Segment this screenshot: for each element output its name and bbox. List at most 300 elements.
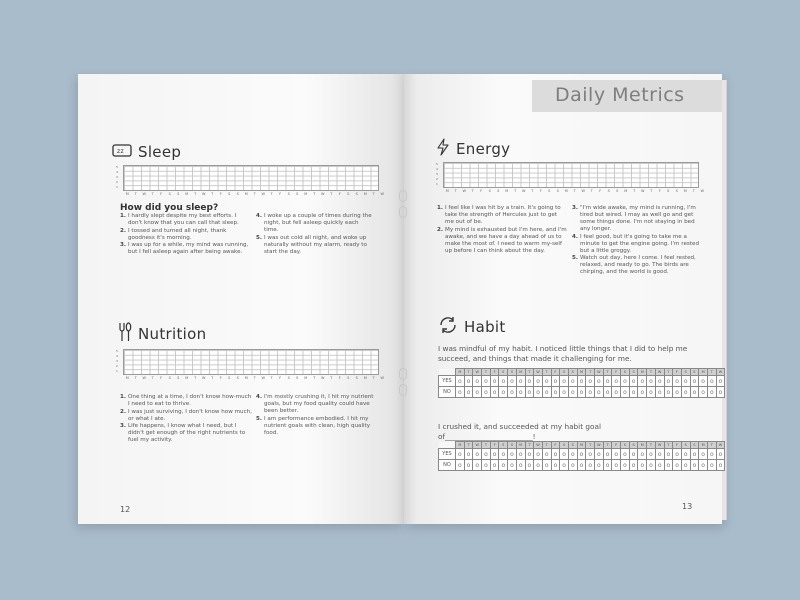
refresh-cycle-icon: [438, 316, 458, 338]
day-label: W: [462, 189, 466, 193]
habit-title: Habit: [464, 318, 506, 336]
yes-checkbox[interactable]: o: [560, 449, 569, 460]
sleep-title: Sleep: [138, 143, 182, 161]
no-checkbox[interactable]: o: [681, 460, 690, 471]
day-header: W: [534, 442, 543, 449]
yes-checkbox[interactable]: o: [542, 449, 551, 460]
day-header: T: [707, 369, 716, 376]
yes-checkbox[interactable]: o: [516, 449, 525, 460]
yes-checkbox[interactable]: o: [490, 449, 499, 460]
day-label: T: [313, 376, 316, 380]
day-header: W: [473, 369, 482, 376]
no-checkbox[interactable]: o: [595, 387, 604, 398]
day-label: M: [505, 189, 509, 193]
no-checkbox[interactable]: o: [673, 387, 682, 398]
no-checkbox[interactable]: o: [534, 460, 543, 471]
day-label: F: [338, 192, 341, 196]
no-checkbox[interactable]: o: [560, 387, 569, 398]
day-label: W: [380, 376, 384, 380]
day-label: S: [347, 376, 350, 380]
sleep-list-b: [256, 213, 374, 256]
habit-tracker-crushed[interactable]: [438, 441, 725, 471]
yes-checkbox[interactable]: o: [629, 376, 638, 387]
day-header: W: [534, 369, 543, 376]
day-label: T: [514, 189, 517, 193]
day-label: W: [142, 376, 146, 380]
day-header: T: [525, 442, 534, 449]
list-item: 4. I woke up a couple of times during the night, but fell asleep quickly each time.: [256, 213, 372, 233]
day-label: F: [539, 189, 542, 193]
no-checkbox[interactable]: o: [542, 387, 551, 398]
day-header: S: [568, 369, 577, 376]
no-checkbox[interactable]: o: [482, 387, 491, 398]
y-tick: 4: [116, 170, 118, 174]
no-checkbox[interactable]: o: [490, 460, 499, 471]
day-header: W: [473, 442, 482, 449]
no-checkbox[interactable]: o: [707, 387, 716, 398]
yes-checkbox[interactable]: o: [621, 449, 630, 460]
sleep-question: How did you sleep?: [120, 203, 219, 213]
yes-checkbox[interactable]: o: [473, 449, 482, 460]
yes-checkbox[interactable]: o: [482, 376, 491, 387]
yes-checkbox[interactable]: o: [534, 376, 543, 387]
list-item: 5. Watch out day, here I come. I feel rested, relaxed, and ready to go. The birds are chirping, and the world is good.: [572, 255, 696, 275]
day-label: S: [667, 189, 670, 193]
day-header: T: [542, 442, 551, 449]
no-checkbox[interactable]: o: [542, 460, 551, 471]
day-label: T: [151, 192, 154, 196]
yes-checkbox[interactable]: o: [716, 449, 725, 460]
y-tick: 4: [116, 354, 118, 358]
yes-checkbox[interactable]: o: [595, 449, 604, 460]
day-label: F: [279, 376, 282, 380]
day-label: S: [287, 376, 290, 380]
yes-checkbox[interactable]: o: [673, 449, 682, 460]
no-checkbox[interactable]: o: [568, 387, 577, 398]
day-label: T: [372, 376, 375, 380]
day-label: M: [683, 189, 687, 193]
no-checkbox[interactable]: o: [595, 460, 604, 471]
yes-checkbox[interactable]: o: [647, 376, 656, 387]
no-checkbox[interactable]: o: [603, 387, 612, 398]
no-checkbox[interactable]: o: [664, 387, 673, 398]
day-header: T: [664, 442, 673, 449]
no-checkbox[interactable]: o: [560, 460, 569, 471]
day-header: W: [655, 369, 664, 376]
day-label: T: [330, 376, 333, 380]
yes-checkbox[interactable]: o: [681, 449, 690, 460]
no-checkbox[interactable]: o: [464, 387, 473, 398]
day-header: T: [664, 369, 673, 376]
day-label: T: [253, 192, 256, 196]
yes-checkbox[interactable]: o: [499, 376, 508, 387]
yes-checkbox[interactable]: o: [603, 376, 612, 387]
nutrition-day-labels: [123, 376, 387, 380]
no-checkbox[interactable]: o: [516, 387, 525, 398]
yes-checkbox[interactable]: o: [638, 449, 647, 460]
day-label: F: [160, 376, 163, 380]
yes-checkbox[interactable]: o: [516, 376, 525, 387]
no-checkbox[interactable]: o: [525, 460, 534, 471]
day-header: M: [456, 442, 465, 449]
day-label: S: [497, 189, 500, 193]
energy-list-b: [572, 205, 702, 277]
yes-checkbox[interactable]: o: [525, 376, 534, 387]
day-label: T: [134, 376, 137, 380]
yes-checkbox[interactable]: o: [595, 376, 604, 387]
day-label: M: [125, 376, 129, 380]
day-label: W: [700, 189, 704, 193]
no-checkbox[interactable]: o: [499, 460, 508, 471]
day-label: T: [573, 189, 576, 193]
yes-checkbox[interactable]: o: [612, 449, 621, 460]
day-label: T: [454, 189, 457, 193]
energy-y-axis: [436, 162, 441, 186]
day-label: M: [185, 192, 189, 196]
day-label: F: [219, 376, 222, 380]
binding-ring: [399, 384, 407, 396]
no-checkbox[interactable]: o: [551, 460, 560, 471]
day-label: T: [211, 192, 214, 196]
day-label: S: [177, 192, 180, 196]
energy-section-title: [436, 138, 510, 160]
day-label: M: [244, 376, 248, 380]
yes-checkbox[interactable]: o: [542, 376, 551, 387]
no-checkbox[interactable]: o: [586, 387, 595, 398]
yes-checkbox[interactable]: o: [508, 376, 517, 387]
day-label: F: [658, 189, 661, 193]
no-checkbox[interactable]: o: [577, 460, 586, 471]
yes-checkbox[interactable]: o: [707, 376, 716, 387]
yes-checkbox[interactable]: o: [603, 449, 612, 460]
yes-checkbox[interactable]: o: [586, 376, 595, 387]
no-checkbox[interactable]: o: [534, 387, 543, 398]
day-label: M: [363, 192, 367, 196]
day-label: T: [633, 189, 636, 193]
no-checkbox[interactable]: o: [647, 460, 656, 471]
habit-text-mindful: I was mindful of my habit. I noticed little things that I did to help me succeed, and things that made it challenging for me.: [438, 344, 688, 363]
day-label: S: [548, 189, 551, 193]
no-checkbox[interactable]: o: [551, 387, 560, 398]
yes-checkbox[interactable]: o: [508, 449, 517, 460]
day-header: F: [673, 442, 682, 449]
yes-checkbox[interactable]: o: [621, 376, 630, 387]
yes-checkbox[interactable]: o: [707, 449, 716, 460]
yes-checkbox[interactable]: o: [681, 376, 690, 387]
no-checkbox[interactable]: o: [473, 387, 482, 398]
nutrition-list-a: [120, 394, 252, 445]
yes-checkbox[interactable]: o: [568, 449, 577, 460]
day-label: S: [355, 192, 358, 196]
yes-checkbox[interactable]: o: [699, 376, 708, 387]
list-item: 4. I'm mostly crushing it, I hit my nutrient goals, but my food quality could have been better.: [256, 394, 374, 414]
energy-grid[interactable]: [443, 162, 699, 188]
yes-checkbox[interactable]: o: [586, 449, 595, 460]
day-label: S: [607, 189, 610, 193]
no-checkbox[interactable]: o: [707, 460, 716, 471]
svg-text:zz: zz: [117, 148, 124, 155]
yes-checkbox[interactable]: o: [664, 376, 673, 387]
list-item: 3. "I'm wide awake, my mind is running, I'm tired but wired. I may as well go and get some things done. I'm not staying in bed any longer.: [572, 205, 696, 232]
day-label: M: [624, 189, 628, 193]
yes-checkbox[interactable]: o: [655, 449, 664, 460]
day-header: T: [464, 442, 473, 449]
yes-checkbox[interactable]: o: [499, 449, 508, 460]
day-label: T: [471, 189, 474, 193]
no-checkbox[interactable]: o: [603, 460, 612, 471]
day-header: M: [577, 369, 586, 376]
day-header: F: [612, 369, 621, 376]
no-checkbox[interactable]: o: [586, 460, 595, 471]
no-checkbox[interactable]: o: [612, 460, 621, 471]
day-label: S: [296, 376, 299, 380]
day-header: T: [647, 442, 656, 449]
no-checkbox[interactable]: o: [473, 460, 482, 471]
no-checkbox[interactable]: o: [499, 387, 508, 398]
day-header: S: [629, 369, 638, 376]
no-checkbox[interactable]: o: [490, 387, 499, 398]
no-checkbox[interactable]: o: [690, 460, 699, 471]
table-corner: [439, 369, 456, 376]
yes-checkbox[interactable]: o: [568, 376, 577, 387]
y-tick: 2: [436, 177, 438, 181]
day-header: S: [499, 442, 508, 449]
day-label: M: [244, 192, 248, 196]
no-checkbox[interactable]: o: [716, 387, 725, 398]
energy-day-labels: [443, 189, 707, 193]
no-checkbox[interactable]: o: [716, 460, 725, 471]
day-label: M: [445, 189, 449, 193]
day-label: S: [236, 376, 239, 380]
day-header: S: [508, 442, 517, 449]
no-checkbox[interactable]: o: [456, 387, 465, 398]
day-label: M: [363, 376, 367, 380]
y-tick: 5: [436, 162, 438, 166]
lightning-icon: [436, 138, 450, 160]
day-header: W: [716, 442, 725, 449]
y-tick: 2: [116, 364, 118, 368]
day-header: S: [681, 442, 690, 449]
day-label: T: [211, 376, 214, 380]
day-label: S: [228, 192, 231, 196]
no-checkbox[interactable]: o: [621, 460, 630, 471]
day-header: S: [681, 369, 690, 376]
no-checkbox[interactable]: o: [699, 460, 708, 471]
nutrition-title: Nutrition: [138, 325, 207, 343]
day-label: T: [253, 376, 256, 380]
y-tick: 3: [436, 172, 438, 176]
habit-tracker-mindful[interactable]: [438, 368, 725, 398]
y-tick: 5: [116, 349, 118, 353]
day-label: W: [581, 189, 585, 193]
day-label: T: [270, 376, 273, 380]
sleep-icon: [112, 142, 132, 162]
no-checkbox[interactable]: o: [456, 460, 465, 471]
nutrition-list-b: [256, 394, 374, 437]
day-label: S: [347, 192, 350, 196]
sleep-list-a: [120, 213, 252, 257]
yes-checkbox[interactable]: o: [456, 449, 465, 460]
y-tick: 1: [116, 185, 118, 189]
yes-checkbox[interactable]: o: [716, 376, 725, 387]
day-label: W: [202, 192, 206, 196]
yes-checkbox[interactable]: o: [490, 376, 499, 387]
day-header: S: [499, 369, 508, 376]
yes-checkbox[interactable]: o: [551, 376, 560, 387]
yes-checkbox[interactable]: o: [482, 449, 491, 460]
day-header: M: [577, 442, 586, 449]
yes-checkbox[interactable]: o: [473, 376, 482, 387]
no-checkbox[interactable]: o: [464, 460, 473, 471]
day-header: M: [638, 369, 647, 376]
yes-checkbox[interactable]: o: [673, 376, 682, 387]
no-checkbox[interactable]: o: [638, 460, 647, 471]
yes-checkbox[interactable]: o: [690, 376, 699, 387]
no-checkbox[interactable]: o: [508, 387, 517, 398]
day-label: S: [488, 189, 491, 193]
yes-checkbox[interactable]: o: [560, 376, 569, 387]
day-label: M: [125, 192, 129, 196]
yes-checkbox[interactable]: o: [612, 376, 621, 387]
no-checkbox[interactable]: o: [508, 460, 517, 471]
y-tick: 3: [116, 359, 118, 363]
binding-ring: [399, 206, 407, 218]
nutrition-grid[interactable]: [123, 349, 379, 375]
day-label: S: [168, 376, 171, 380]
yes-checkbox[interactable]: o: [577, 376, 586, 387]
yes-checkbox[interactable]: o: [525, 449, 534, 460]
no-checkbox[interactable]: o: [655, 460, 664, 471]
y-tick: 5: [116, 165, 118, 169]
day-label: M: [185, 376, 189, 380]
no-checkbox[interactable]: o: [681, 387, 690, 398]
day-header: S: [560, 369, 569, 376]
day-label: W: [142, 192, 146, 196]
day-header: S: [621, 442, 630, 449]
day-header: T: [482, 442, 491, 449]
no-checkbox[interactable]: o: [647, 387, 656, 398]
day-label: W: [380, 192, 384, 196]
day-header: T: [647, 369, 656, 376]
nutrition-y-axis: [116, 349, 121, 373]
day-header: T: [586, 442, 595, 449]
no-checkbox[interactable]: o: [655, 387, 664, 398]
yes-checkbox[interactable]: o: [664, 449, 673, 460]
binding-ring: [399, 368, 407, 380]
page-number-left: 12: [120, 505, 131, 514]
yes-checkbox[interactable]: o: [464, 376, 473, 387]
day-header: S: [508, 369, 517, 376]
day-header: W: [595, 442, 604, 449]
day-header: T: [542, 369, 551, 376]
yes-checkbox[interactable]: o: [551, 449, 560, 460]
yes-checkbox[interactable]: o: [690, 449, 699, 460]
yes-row-label: YES: [439, 449, 456, 460]
energy-list-a: [437, 205, 567, 255]
day-header: F: [551, 442, 560, 449]
day-label: F: [480, 189, 483, 193]
yes-checkbox[interactable]: o: [699, 449, 708, 460]
day-header: M: [699, 442, 708, 449]
day-label: W: [321, 376, 325, 380]
y-tick: 2: [116, 180, 118, 184]
day-label: F: [599, 189, 602, 193]
day-header: S: [560, 442, 569, 449]
no-checkbox[interactable]: o: [673, 460, 682, 471]
day-label: S: [296, 192, 299, 196]
fork-spoon-icon: [118, 322, 132, 346]
no-checkbox[interactable]: o: [629, 387, 638, 398]
yes-checkbox[interactable]: o: [647, 449, 656, 460]
day-label: W: [641, 189, 645, 193]
day-header: S: [568, 442, 577, 449]
day-header: T: [586, 369, 595, 376]
yes-checkbox[interactable]: o: [464, 449, 473, 460]
yes-checkbox[interactable]: o: [638, 376, 647, 387]
no-checkbox[interactable]: o: [568, 460, 577, 471]
energy-title: Energy: [456, 140, 511, 158]
yes-checkbox[interactable]: o: [534, 449, 543, 460]
nutrition-section-title: [118, 322, 206, 346]
list-item: 2. I tossed and turned all night, thank goodness it's morning.: [120, 227, 227, 241]
day-label: F: [160, 192, 163, 196]
no-row-label: NO: [439, 460, 456, 471]
no-checkbox[interactable]: o: [629, 460, 638, 471]
day-label: T: [531, 189, 534, 193]
day-header: W: [655, 442, 664, 449]
day-header: W: [595, 369, 604, 376]
no-checkbox[interactable]: o: [577, 387, 586, 398]
day-header: M: [456, 369, 465, 376]
no-checkbox[interactable]: o: [612, 387, 621, 398]
habit-text-crushed: I crushed it, and succeeded at my habit goal of________________________!: [438, 422, 601, 441]
day-header: T: [464, 369, 473, 376]
day-header: W: [716, 369, 725, 376]
y-tick: 3: [116, 175, 118, 179]
list-item: 2. My mind is exhausted but I'm here, and I'm awake, and we have a day ahead of us to make the most of. I need to warm my-self up before I can think about the day.: [437, 226, 567, 254]
yes-checkbox[interactable]: o: [456, 376, 465, 387]
day-header: S: [690, 442, 699, 449]
day-label: S: [228, 376, 231, 380]
no-checkbox[interactable]: o: [482, 460, 491, 471]
day-label: S: [355, 376, 358, 380]
no-checkbox[interactable]: o: [699, 387, 708, 398]
day-label: T: [692, 189, 695, 193]
no-row-label: NO: [439, 387, 456, 398]
no-checkbox[interactable]: o: [638, 387, 647, 398]
day-label: M: [304, 376, 308, 380]
no-checkbox[interactable]: o: [664, 460, 673, 471]
no-checkbox[interactable]: o: [516, 460, 525, 471]
day-header: S: [690, 369, 699, 376]
binding-ring: [399, 190, 407, 202]
day-label: T: [270, 192, 273, 196]
sleep-day-labels: [123, 192, 387, 196]
day-label: F: [338, 376, 341, 380]
no-checkbox[interactable]: o: [690, 387, 699, 398]
no-checkbox[interactable]: o: [525, 387, 534, 398]
day-label: W: [522, 189, 526, 193]
sleep-grid[interactable]: [123, 165, 379, 191]
day-header: S: [629, 442, 638, 449]
day-label: T: [194, 192, 197, 196]
yes-checkbox[interactable]: o: [655, 376, 664, 387]
yes-checkbox[interactable]: o: [629, 449, 638, 460]
yes-checkbox[interactable]: o: [577, 449, 586, 460]
day-header: T: [603, 369, 612, 376]
day-header: F: [490, 442, 499, 449]
no-checkbox[interactable]: o: [621, 387, 630, 398]
